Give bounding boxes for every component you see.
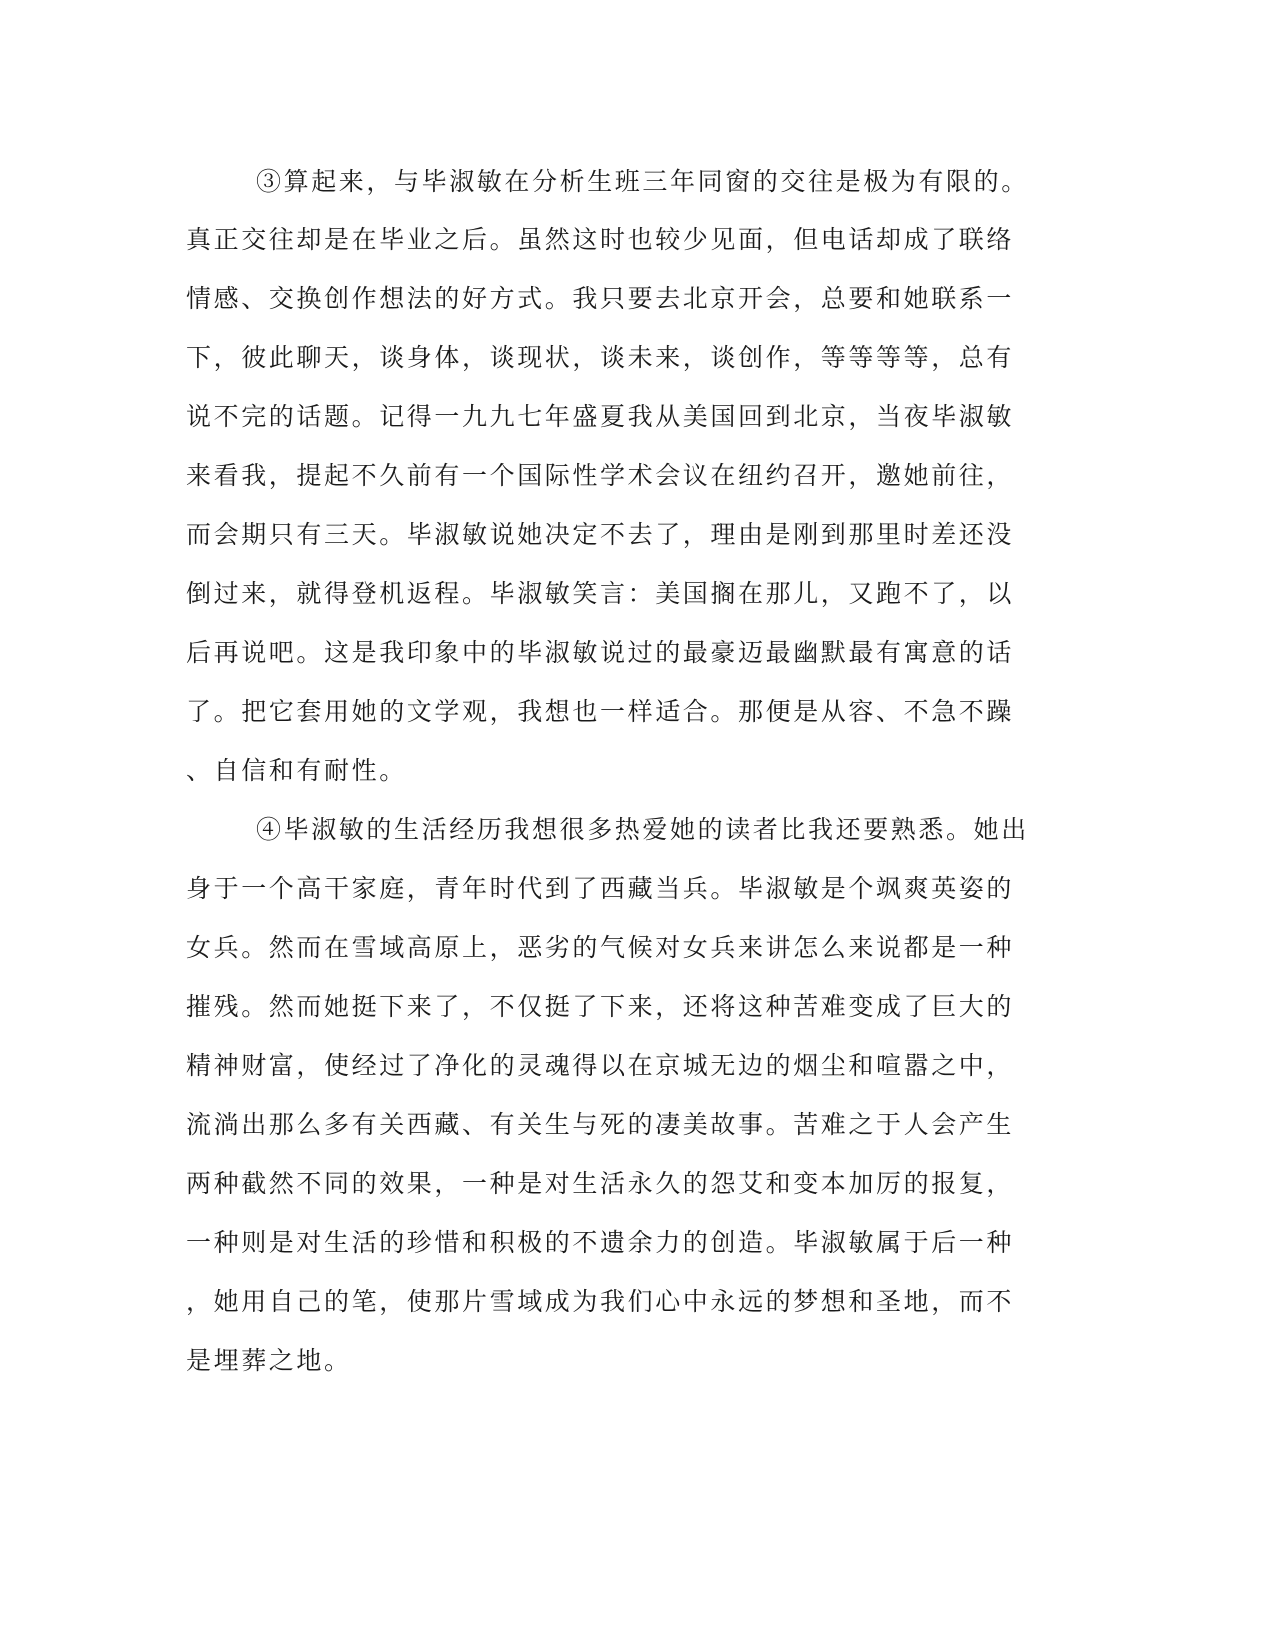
text-line: 两种截然不同的效果，一种是对生活永久的怨艾和变本加厉的报复， xyxy=(186,1169,1015,1198)
text-line: 摧残。然而她挺下来了，不仅挺了下来，还将这种苦难变成了巨大的 xyxy=(186,992,1015,1021)
text-line: ④毕淑敏的生活经历我想很多热爱她的读者比我还要熟悉。她出 xyxy=(256,815,1029,844)
text-line: ，她用自己的笔，使那片雪域成为我们心中永远的梦想和圣地，而不 xyxy=(186,1287,1015,1316)
text-line: 女兵。然而在雪域高原上，恶劣的气候对女兵来讲怎么来说都是一种 xyxy=(186,933,1015,962)
text-line: 下，彼此聊天，谈身体，谈现状，谈未来，谈创作，等等等等，总有 xyxy=(186,343,1015,372)
text-line: 说不完的话题。记得一九九七年盛夏我从美国回到北京，当夜毕淑敏 xyxy=(186,402,1015,431)
text-line: 了。把它套用她的文学观，我想也一样适合。那便是从容、不急不躁 xyxy=(186,697,1015,726)
text-line: 一种则是对生活的珍惜和积极的不遗余力的创造。毕淑敏属于后一种 xyxy=(186,1228,1015,1257)
text-line: 真正交往却是在毕业之后。虽然这时也较少见面，但电话却成了联络 xyxy=(186,225,1015,254)
text-line: 情感、交换创作想法的好方式。我只要去北京开会，总要和她联系一 xyxy=(186,284,1015,313)
text-line: 是埋葬之地。 xyxy=(186,1346,352,1375)
text-line: 身于一个高干家庭，青年时代到了西藏当兵。毕淑敏是个飒爽英姿的 xyxy=(186,874,1015,903)
text-line: 后再说吧。这是我印象中的毕淑敏说过的最豪迈最幽默最有寓意的话 xyxy=(186,638,1015,667)
text-line: 精神财富，使经过了净化的灵魂得以在京城无边的烟尘和喧嚣之中， xyxy=(186,1051,1015,1080)
text-line: 流淌出那么多有关西藏、有关生与死的凄美故事。苦难之于人会产生 xyxy=(186,1110,1015,1139)
text-line: 来看我，提起不久前有一个国际性学术会议在纽约召开，邀她前往， xyxy=(186,461,1015,490)
text-line: ③算起来，与毕淑敏在分析生班三年同窗的交往是极为有限的。 xyxy=(256,167,1029,196)
text-line: 而会期只有三天。毕淑敏说她决定不去了，理由是刚到那里时差还没 xyxy=(186,520,1015,549)
text-line: 、自信和有耐性。 xyxy=(186,756,407,785)
text-line: 倒过来，就得登机返程。毕淑敏笑言：美国搁在那儿，又跑不了，以 xyxy=(186,579,1015,608)
